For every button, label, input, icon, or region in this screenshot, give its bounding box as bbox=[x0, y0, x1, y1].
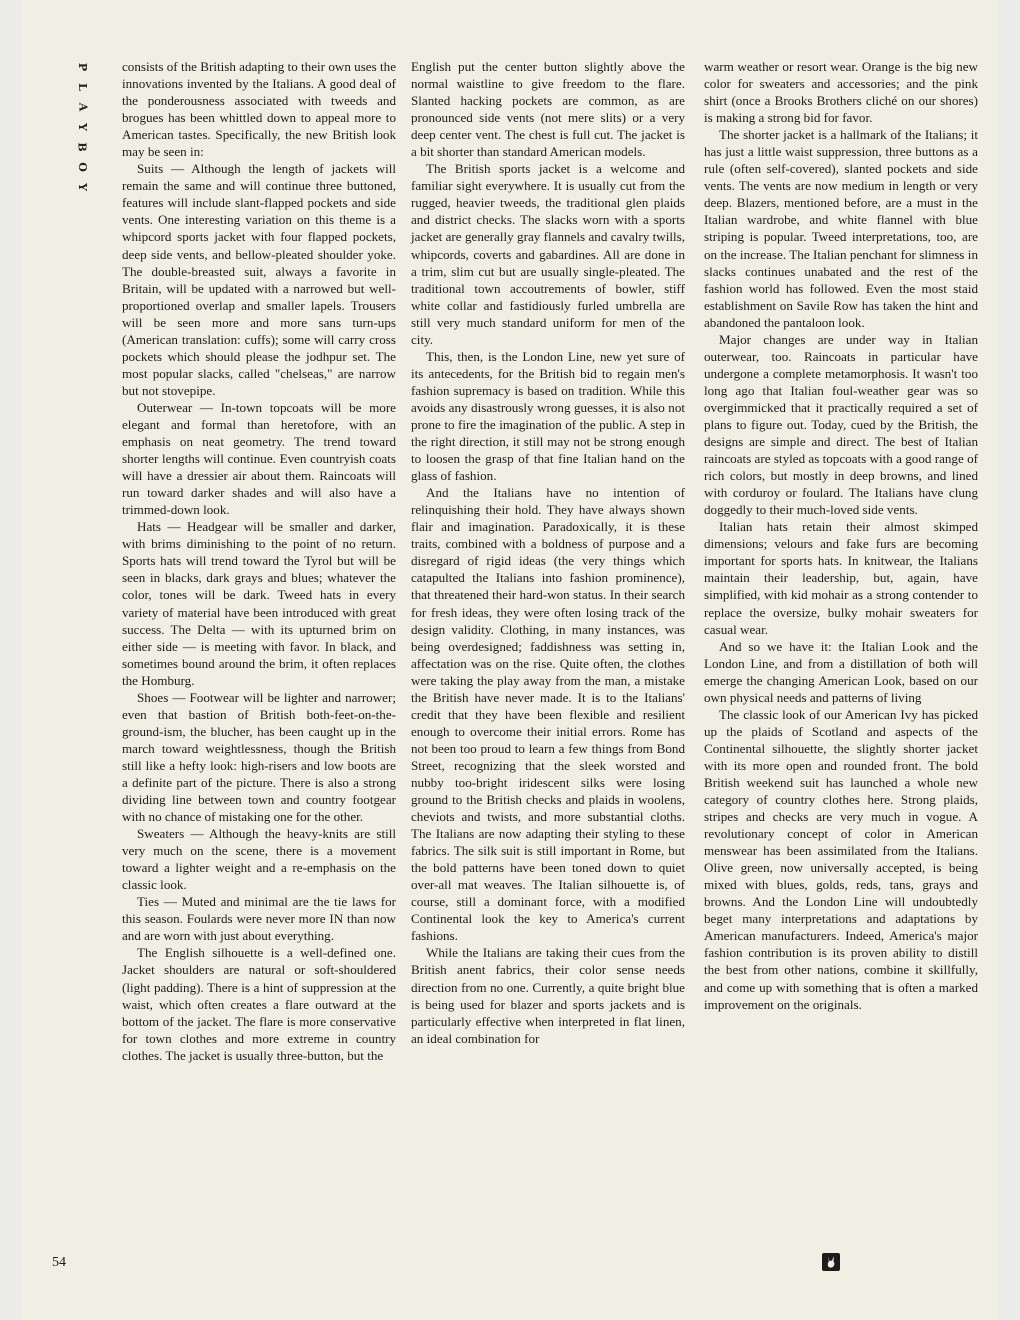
paragraph: Shoes — Footwear will be lighter and narrower; even that bastion of British both-feet-on-the-ground-ism, the blucher, has been caught up in the march toward weightlessness, though the British still like a hefty look: high-risers and low boots are a definite part of the picture. There is also a strong dividing line between town and country footgear with no chance of mistaking one for the other. bbox=[122, 689, 396, 825]
running-head-letter: O bbox=[76, 162, 89, 172]
paragraph: The classic look of our American Ivy has picked up the plaids of Scotland and aspects of the Continental silhouette, the slightly shorter jacket with its more open and rounded front. The bold British weekend suit has launched a whole new category of country clothes here. Strong plaids, stripes and checks are very much in vogue. A revolutionary concept of color in American menswear has been assimilated from the Italians. Olive green, now universally accepted, is being mixed with blues, golds, reds, tans, grays and browns. And the London Line will undoubtedly beget many interpretations and adaptations by American manufacturers. Indeed, America's major fashion contribution is its proven ability to distill the best from other nations, combine it skillfully, and come up with something that is often a marked improvement on the originals. bbox=[704, 706, 978, 1012]
playboy-bunny-icon bbox=[822, 1253, 840, 1271]
paragraph: Sweaters — Although the heavy-knits are still very much on the scene, there is a movement toward a lighter weight and a re-emphasis on the classic look. bbox=[122, 826, 396, 893]
paragraph: And so we have it: the Italian Look and the London Line, and from a distillation of both will emerge the changing American Look, based on our own physical needs and patterns of living bbox=[704, 638, 978, 705]
paragraph: English put the center button slightly above the normal waistline to give freedom to the flare. Slanted hacking pockets are common, as are pronounced side vents (not mere slits) or a very deep center vent. The chest is full cut. The jacket is a bit shorter than standard American models. bbox=[411, 59, 685, 160]
paragraph: The English silhouette is a well-defined one. Jacket shoulders are natural or soft-shouldered (light padding). There is a hint of suppression at the waist, which often creates a flare outward at the bottom of the jacket. The flare is more conservative for town clothes and more extreme in country clothes. The jacket is usually three-button, but the bbox=[122, 945, 396, 1063]
running-head-letter: L bbox=[75, 83, 89, 91]
paragraph: This, then, is the London Line, new yet sure of its antecedents, for the British bid to regain men's fashion supremacy is based on tradition. While this avoids any disastrously wrong guesses, it is also not prone to fire the imagination of the public. A step in the right direction, it still may not be strong enough to loosen the grasp of that fine Italian hand on the glass of fashion. bbox=[411, 348, 685, 484]
running-head-letter: Y bbox=[75, 123, 89, 131]
paragraph: Major changes are under way in Italian outerwear, too. Raincoats in particular have undergone a complete metamorphosis. It wasn't too long ago that Italian foul-weather gear was so overgimmicked that it practically required a set of plans to figure out. Today, cued by the British, the designs are simple and direct. The best of Italian raincoats are styled as topcoats with a good range of rich colors, but mostly in deep browns, and lined with corduroy or foulard. The Italians have clung doggedly to their much-loved side vents. bbox=[704, 331, 978, 518]
text-column-3 bbox=[704, 58, 978, 1013]
page-number: 54 bbox=[52, 1255, 66, 1270]
paragraph: Ties — Muted and minimal are the tie laws for this season. Foulards were never more IN than now and are worn with just about everything. bbox=[122, 894, 396, 944]
running-head bbox=[72, 57, 92, 197]
paragraph: consists of the British adapting to their own uses the innovations invented by the Italians. A good deal of the ponderousness associated with tweeds and brogues has been whittled down to appeal more to American tastes. Specifically, the new British look may be seen in: bbox=[122, 59, 396, 160]
paragraph: The shorter jacket is a hallmark of the Italians; it has just a little waist suppression, three buttons as a rule (often self-covered), slanted pockets and side vents. The vents are now medium in length or very deep. Blazers, mentioned before, are a must in the Italian wardrobe, and white flannel with blue striping is popular. Tweed interpretations, too, are on the increase. The Italian penchant for slimness in slacks continues unabated and the rest of the fashion world has followed. Even the most staid establishment on Savile Row has taken the hint and abandoned the pantaloon look. bbox=[704, 127, 978, 330]
running-head-letter: A bbox=[75, 102, 89, 112]
text-column-2 bbox=[411, 58, 685, 1047]
text-column-1 bbox=[122, 58, 396, 1064]
running-head-letter: P bbox=[76, 62, 89, 72]
running-head-letter: Y bbox=[75, 183, 89, 191]
running-head-letter: B bbox=[76, 142, 89, 152]
paragraph: The British sports jacket is a welcome and familiar sight everywhere. It is usually cut from the rugged, heavier tweeds, the traditional glen plaids and district checks. The slacks worn with a sports jacket are generally gray flannels and cavalry twills, whipcords, coverts and gabardines. All are done in a trim, slim cut but are usually single-pleated. The traditional town accoutrements of bowler, stiff white collar and fastidiously furled umbrella are still very much standard uniform for men of the city. bbox=[411, 161, 685, 347]
paragraph: And the Italians have no intention of relinquishing their hold. They have always shown flair and imagination. Paradoxically, it is these traits, combined with a boldness of purpose and a disregard of rigid ideas (the very things which catapulted the Italians into fashion prominence), that threatened their hard-won status. In their search for fresh ideas, they were often losing track of the design validity. Clothing, in many instances, was being overdesigned; faddishness was setting in, affectation was on the rise. Quite often, the clothes were taking the play away from the man, a mistake the British have never made. It is to the Italians' credit that they have been flexible and resilient enough to overcome their initial errors. Rome has not been too proud to learn a few things from Bond Street, recognizing that the sleek worsted and nubby too-bright iridescent silks were losing ground to the British checks and plaids in woolens, cheviots and twists, and more substantial cloths. The Italians are now adapting their styling to these fabrics. The silk suit is still important in Rome, but the bold patterns have been toned down to quiet over-all mat weaves. The Italian silhouette is, of course, still a dominant force, with a modified Continental look the key to America's current fashions. bbox=[411, 485, 685, 944]
paragraph: Suits — Although the length of jackets will remain the same and will continue three buttoned, features will include slant-flapped pockets and side vents. One interesting variation on this theme is a whipcord sports jacket with four flapped pockets, deep side vents, and bellow-pleated shoulder yoke. The double-breasted suit, always a favorite in Britain, will be updated with a narrowed but well-proportioned overlap and smaller lapels. Trousers will be seen more and more sans turn-ups (American translation: cuffs); some will carry cross pockets which should please the jodhpur set. The most popular slacks, called "chelseas," are narrow but not stovepipe. bbox=[122, 161, 396, 398]
paragraph: Outerwear — In-town topcoats will be more elegant and formal than heretofore, with an emphasis on neat geometry. The trend toward shorter lengths will continue. Even countryish coats will have a dressier air about them. Raincoats will run toward darker shades and will also have a trimmed-down look. bbox=[122, 399, 396, 518]
paragraph: warm weather or resort wear. Orange is the big new color for sweaters and accessories; and the pink shirt (once a Brooks Brothers cliché on our shores) is making a strong bid for favor. bbox=[704, 59, 978, 126]
magazine-page bbox=[22, 0, 998, 1320]
paragraph: Italian hats retain their almost skimped dimensions; velours and fake furs are becoming important for sports hats. In knitwear, the Italians maintain their leadership, but, again, have simplified, with kid mohair as a strong contender to replace the oversize, bulky mohair sweaters for casual wear. bbox=[704, 519, 978, 637]
paragraph: While the Italians are taking their cues from the British anent fabrics, their color sense needs direction from no one. Currently, a quite bright blue is being used for blazer and sports jackets and is particularly effective when interpreted in flat linen, an ideal combination for bbox=[411, 945, 685, 1046]
paragraph: Hats — Headgear will be smaller and darker, with brims diminishing to the point of no return. Sports hats will trend toward the Tyrol but will be seen in blacks, dark grays and blues; whatever the color, tones will be dark. Tweed hats in every variety of material have been introduced with great success. The Delta — with its upturned brim on either side — is meeting with favor. In black, and sometimes bound around the brim, it often replaces the Homburg. bbox=[122, 519, 396, 688]
